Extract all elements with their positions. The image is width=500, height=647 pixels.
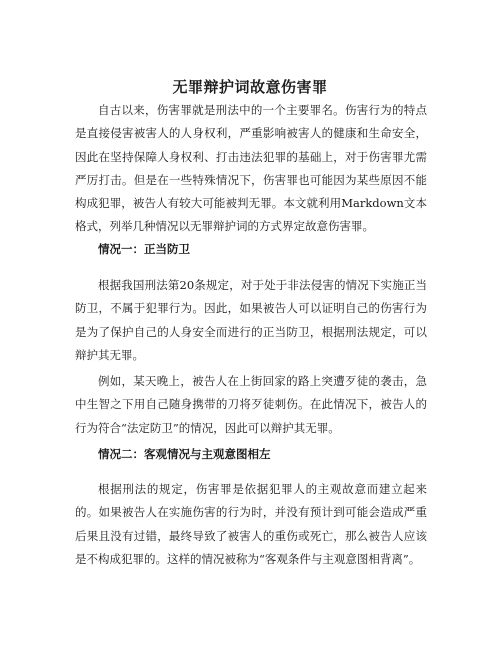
section2-paragraph-1: 根据刑法的规定，伤害罪是依据犯罪人的主观故意而建立起来的。如果被告人在实施伤害的行为时，并没有预计到可能会造成严重后果且没有过错，最终导致了被害人的重伤或死亡，那么被告人应该是不构成犯罪的。这样的情况被称为“客观条件与主观意图相背离”。: [75, 482, 427, 566]
intro-paragraph: 自古以来，伤害罪就是刑法中的一个主要罪名。伤害行为的特点是直接侵害被害人的人身权利，严重影响被害人的健康和生命安全，因此在坚持保障人身权利、打击违法犯罪的基础上，对于伤害罪尤需严厉打击。但是在一些特殊情况下，伤害罪也可能因为某些原因不能构成犯罪，被告人有较大可能被判无罪。本文就利用Markdown文本格式，列举几种情况以无罪辩护词的方式界定故意伤害罪。: [75, 103, 427, 234]
section1-paragraph-2: 例如，某天晚上，被告人在上街回家的路上突遭歹徒的袭击，急中生智之下用自己随身携带的刀将歹徒刺伤。在此情况下，被告人的行为符合“法定防卫”的情况，因此可以辩护其无罪。: [75, 374, 427, 435]
section1-heading: 情况一：正当防卫: [98, 242, 190, 256]
document-title: 无罪辩护词故意伤害罪: [172, 78, 328, 96]
section2-heading: 情况二：客观情况与主观意图相左: [98, 447, 271, 461]
section1-paragraph-1: 根据我国刑法第20条规定，对于处于非法侵害的情况下实施正当防卫，不属于犯罪行为。因此，如果被告人可以证明自己的伤害行为是为了保护自己的人身安全而进行的正当防卫，根据刑法规定，可以辩护其无罪。: [75, 278, 427, 362]
